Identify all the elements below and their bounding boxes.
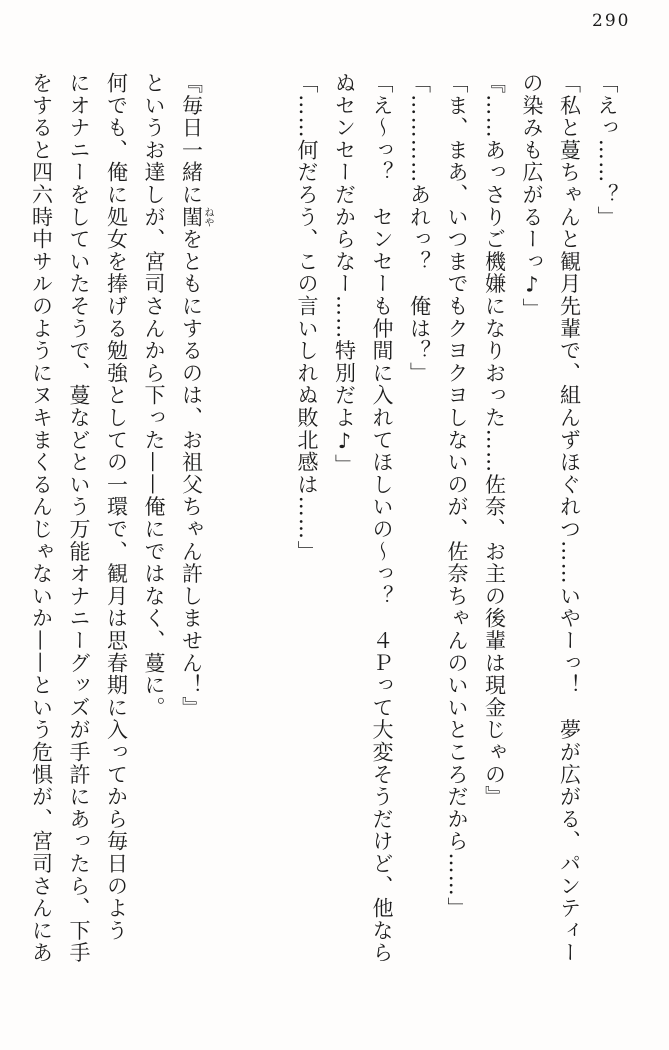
text-line: 「え～っ？ センセーも仲間に入れてほしいの～っ？ ４Ｐって大変そうだけど、他なら [370, 72, 394, 964]
text-line: をすると四六時中サルのようにヌキまくるんじゃないか——という危惧が、宮司さんにあ [29, 72, 54, 964]
text-line: 「えっ……？」 [595, 72, 619, 229]
text-line: ぬセンセーだからなー……特別だよ♪」 [332, 72, 357, 477]
ruby-word: 閨ねや [179, 205, 213, 229]
text-line: の染みも広がるーっ♪」 [520, 72, 544, 321]
ruby-annotation: ねや [202, 205, 213, 229]
text-block [22, 72, 625, 1012]
text-line: 「ま、まあ、いつまでもクヨクヨしないのが、佐奈ちゃんのいいところだから……」 [445, 72, 469, 920]
text-line: というお達しが、宮司さんから下った——俺にではなく、蔓に。 [142, 72, 166, 719]
text-line: にオナニーをしていたそうで、蔓などという万能オナニーグッズが手許にあったら、下手 [67, 72, 91, 964]
text-line: 「…………あれっ？ 俺は？」 [407, 72, 432, 385]
text-line: 「私と蔓ちゃんと観月先輩で、組んずほぐれつ……いやーっ！ 夢が広がる、パンティー [557, 72, 582, 964]
text-line [250, 72, 288, 1012]
text-line [213, 72, 251, 1012]
text-line: 『毎日一緒に閨ねやをともにするのは、お祖父ちゃん許しません！』 [179, 72, 213, 719]
page-number: 290 [592, 11, 631, 31]
text-line: 「……何だろう、この言いしれぬ敗北感は……」 [295, 72, 319, 563]
text-line: 何でも、俺に処女を捧げる勉強としての一環で、観月は思春期に入ってから毎日のよう [104, 72, 129, 942]
text-line: 『……あっさりご機嫌になりおった……佐奈、お主の後輩は現金じゃの』 [482, 72, 507, 808]
